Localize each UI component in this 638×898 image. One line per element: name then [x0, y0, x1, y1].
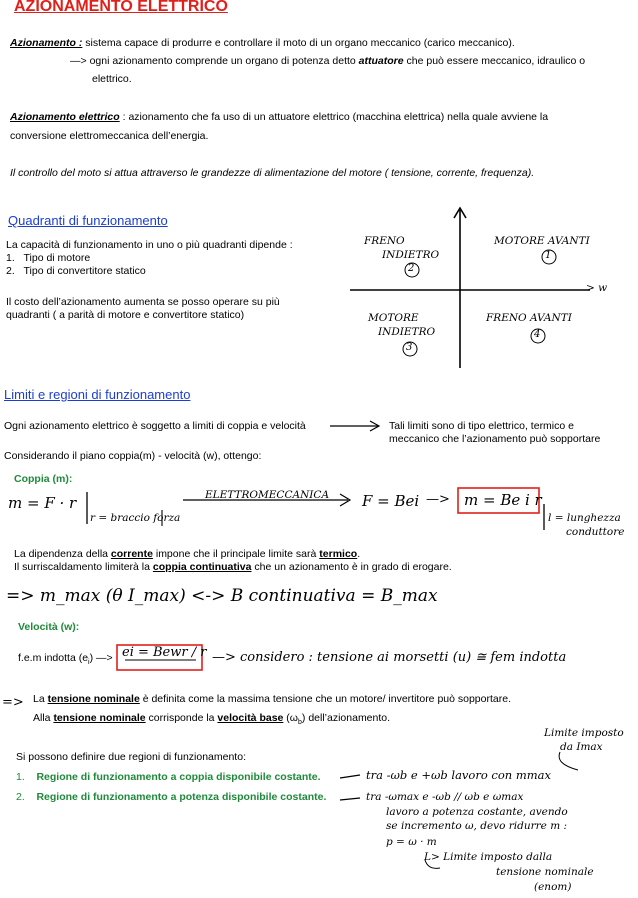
cost-paragraph-cont: quadranti ( a parità di motore e convertitore statico) — [6, 309, 245, 321]
quadrant-number-2: 2 — [408, 263, 415, 274]
piano-paragraph: Considerando il piano coppia(m) - velocità (w), ottengo: — [4, 450, 262, 462]
quadrant-label-q2: FRENO — [364, 235, 405, 247]
paragraph-text: La — [33, 693, 48, 705]
note-text: ogni azionamento comprende un organo di potenza detto — [89, 55, 359, 67]
list-item: 2. Tipo di convertitore statico — [6, 265, 146, 277]
axis-label-omega: > w — [586, 282, 608, 294]
handwritten-region1-note: tra -ωb e +ωb lavoro con mmax — [366, 768, 552, 782]
subscript: b — [298, 719, 302, 727]
control-statement: Il controllo del moto si attua attraverso le grandezze di alimentazione del motore ( tensione, corrente, frequenza). — [10, 167, 535, 179]
cost-paragraph: Il costo dell’azionamento aumenta se posso operare su più — [6, 296, 280, 308]
tensione-paragraph — [33, 693, 511, 705]
handwritten-lunghezza: l = lunghezza — [548, 512, 621, 524]
term-termico: termico — [319, 548, 358, 560]
handwritten-equation-m: m = F · r — [8, 494, 77, 512]
region-coppia-costante: Regione di funzionamento a coppia disponibile costante. — [36, 771, 321, 783]
definition-azionamento — [10, 37, 515, 49]
definition-continuation: conversione elettromeccanica dell’energia. — [10, 130, 209, 142]
limiti-paragraph: Ogni azionamento elettrico è soggetto a limiti di coppia e velocità — [4, 420, 306, 432]
term-attuatore: attuatore — [358, 55, 404, 67]
paragraph-text: che un azionamento è in grado di erogare. — [251, 561, 452, 573]
handwritten-elettromeccanica: ELETTROMECCANICA — [205, 489, 330, 501]
page-title: AZIONAMENTO ELETTRICO — [14, 0, 228, 15]
limiti-note: Tali limiti sono di tipo elettrico, termico e — [389, 420, 574, 432]
handwritten-conduttore: conduttore — [566, 526, 625, 538]
attuatore-note — [70, 55, 585, 67]
quadrant-label-q3: MOTORE — [368, 312, 419, 324]
handwritten-enom: (enom) — [534, 881, 572, 893]
term-velocita-base: velocità base — [217, 712, 284, 724]
quadrant-label-q2-sub: INDIETRO — [382, 249, 440, 261]
region-potenza-costante: Regione di funzionamento a potenza disponibile costante. — [36, 791, 327, 803]
list-item: 1. Tipo di motore — [6, 252, 91, 264]
boxed-formula-ei: ei = Bewr / r — [122, 645, 207, 660]
quadrant-number-4: 4 — [534, 329, 541, 340]
corrente-paragraph — [14, 548, 360, 560]
surriscaldamento-paragraph — [14, 561, 452, 573]
list-item-text: Tipo di convertitore statico — [23, 265, 146, 277]
quadrant-number-3: 3 — [406, 342, 413, 353]
quadrant-label-q3-sub: INDIETRO — [378, 326, 436, 338]
arrow-icon: —> — [426, 492, 450, 507]
term-tensione-nominale: tensione nominale — [47, 693, 140, 705]
list-item-text: Tipo di motore — [23, 252, 91, 264]
handwritten-power-formula: p = ω · m — [386, 836, 437, 848]
quadrant-number-1: 1 — [545, 250, 552, 261]
handwritten-limite-tensione: L> Limite imposto dalla — [424, 851, 553, 863]
paragraph-text: è definita come la massima tensione che un motore/ invertitore può sopportare. — [139, 693, 511, 705]
handwritten-tensione-nominale: tensione nominale — [496, 866, 594, 878]
handwritten-mmax: => m_max (θ I_max) <-> B continuativa = B_max — [6, 586, 438, 606]
section-heading-quadranti: Quadranti di funzionamento — [8, 213, 168, 228]
term-azionamento-elettrico: Azionamento elettrico — [10, 111, 120, 123]
arrow-icon: —> — [70, 55, 87, 67]
handwritten-limite-imposto: Limite imposto — [544, 727, 624, 739]
note-continuation: elettrico. — [92, 73, 132, 85]
fem-label — [18, 652, 113, 666]
paragraph-text: (ω — [283, 712, 298, 724]
term-tensione-nominale: tensione nominale — [53, 712, 146, 724]
implies-icon: => — [2, 695, 24, 710]
regioni-paragraph: Si possono definire due regioni di funzionamento: — [16, 751, 246, 763]
handwritten-equation-f: F = Bei — [362, 492, 420, 510]
handwritten-da-imax: da Imax — [560, 741, 603, 753]
definition-azionamento-elettrico — [10, 111, 548, 123]
limiti-note-cont: meccanico che l’azionamento può sopportare — [389, 433, 601, 445]
definition-text: sistema capace di produrre e controllare il moto di un organo meccanico (carico meccanico). — [82, 37, 515, 49]
term-coppia-continuativa: coppia continuativa — [152, 561, 252, 573]
subheading-velocita: Velocità (w): — [18, 621, 80, 633]
paragraph-text: Alla — [33, 712, 54, 724]
section-heading-limiti: Limiti e regioni di funzionamento — [4, 387, 191, 402]
boxed-formula-m: m = Be i r — [464, 491, 542, 509]
paragraph-text: impone che il principale limite sarà — [152, 548, 320, 560]
term-azionamento: Azionamento : — [10, 37, 83, 49]
subscript: i — [88, 659, 90, 667]
paragraph-text: . — [357, 548, 361, 560]
handwritten-considero: —> considero : tensione ai morsetti (u) ≅ fem indotta — [212, 650, 567, 665]
handwritten-region2-note: tra -ωmax e -ωb // ωb e ωmax — [366, 791, 524, 803]
paragraph-text: La dipendenza della — [14, 548, 111, 560]
definition-text: : azionamento che fa uso di un attuatore elettrico (macchina elettrica) nella quale avviene la — [119, 111, 549, 123]
quadranti-paragraph: La capacità di funzionamento in uno o più quadranti dipende : — [6, 239, 293, 251]
list-item: 1. Regione di funzionamento a coppia disponibile costante. — [16, 771, 321, 783]
handwritten-braccio: r = braccio forza — [90, 512, 181, 524]
note-text: che può essere meccanico, idraulico o — [403, 55, 586, 67]
paragraph-text: ) —> — [89, 652, 113, 664]
term-corrente: corrente — [110, 548, 153, 560]
list-item: 2. Regione di funzionamento a potenza disponibile costante. — [16, 791, 327, 803]
quadrant-label-q4: FRENO AVANTI — [486, 312, 572, 324]
paragraph-text: corrisponde la — [145, 712, 218, 724]
quadrant-label-q1: MOTORE AVANTI — [494, 235, 590, 247]
paragraph-text: Il surriscaldamento limiterà la — [14, 561, 153, 573]
paragraph-text: f.e.m indotta (e — [18, 652, 89, 664]
subheading-coppia: Coppia (m): — [14, 473, 73, 485]
handwritten-region2-note: se incremento ω, devo ridurre m : — [386, 820, 568, 832]
velocita-base-paragraph — [33, 712, 390, 726]
paragraph-text: ) dell’azionamento. — [301, 712, 391, 724]
handwritten-region2-note: lavoro a potenza costante, avendo — [386, 806, 568, 818]
